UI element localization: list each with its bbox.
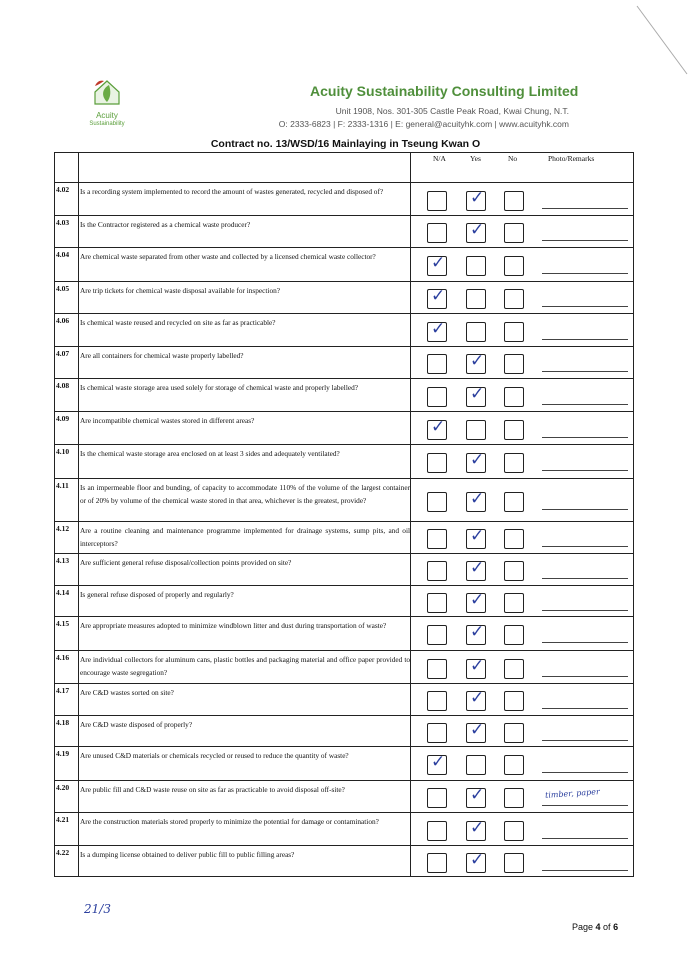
checkbox-na[interactable] [427, 853, 447, 873]
remarks-line [542, 509, 628, 510]
checkbox-na[interactable] [427, 723, 447, 743]
checkbox-yes[interactable] [466, 720, 486, 743]
item-number: 4.18 [56, 718, 70, 727]
company-contact: O: 2333-6823 | F: 2333-1316 | E: general@acuityhk.com | www.acuityhk.com [278, 119, 569, 129]
checkbox-yes[interactable] [466, 351, 486, 374]
checkbox-no[interactable] [504, 256, 524, 276]
checkbox-no[interactable] [504, 387, 524, 407]
checkbox-yes[interactable] [466, 384, 486, 407]
check-mark-icon: ✓ [470, 818, 485, 838]
check-mark-icon: ✓ [470, 526, 485, 546]
logo-subtitle: Sustainability [89, 121, 125, 127]
item-number: 4.09 [56, 414, 70, 423]
item-number: 4.02 [56, 185, 70, 194]
checklist-row [55, 812, 633, 845]
check-mark-icon: ✓ [431, 286, 446, 306]
question-text: Are a routine cleaning and maintenance programme implemented for drainage systems, sump pits, and oil interceptors? [80, 526, 410, 548]
check-mark-icon: ✓ [470, 450, 485, 470]
item-number: 4.16 [56, 653, 70, 662]
check-mark-icon: ✓ [470, 785, 485, 805]
check-mark-icon: ✓ [470, 188, 485, 208]
item-number: 4.15 [56, 619, 70, 628]
handwritten-remark: timber, paper [544, 787, 601, 800]
checkbox-no[interactable] [504, 289, 524, 309]
checklist-row [55, 585, 633, 616]
checkbox-yes[interactable] [466, 558, 486, 581]
item-number: 4.17 [56, 686, 70, 695]
remarks-line [542, 546, 628, 547]
item-number: 4.11 [56, 481, 69, 490]
checkbox-no[interactable] [504, 223, 524, 243]
remarks-line [542, 240, 628, 241]
check-mark-icon: ✓ [470, 590, 485, 610]
header-na: N/A [433, 154, 446, 163]
remarks-line [542, 208, 628, 209]
checkbox-no[interactable] [504, 723, 524, 743]
checkbox-yes[interactable] [466, 450, 486, 473]
checkbox-no[interactable] [504, 853, 524, 873]
checkbox-yes[interactable] [466, 188, 486, 211]
question-text: Are incompatible chemical wastes stored in different areas? [80, 416, 255, 425]
check-mark-icon: ✓ [470, 622, 485, 642]
checkbox-yes[interactable] [466, 755, 486, 775]
remarks-line [542, 870, 628, 871]
check-mark-icon: ✓ [470, 850, 485, 870]
header-remarks: Photo/Remarks [548, 154, 595, 163]
checklist-row [55, 553, 633, 585]
checkbox-yes[interactable] [466, 590, 486, 613]
checkbox-na[interactable] [427, 561, 447, 581]
remarks-line [542, 371, 628, 372]
checkbox-na[interactable] [427, 691, 447, 711]
item-number: 4.06 [56, 316, 70, 325]
question-text: Are unused C&D materials or chemicals recycled or reused to reduce the quantity of waste? [80, 751, 349, 760]
question-text: Are the construction materials stored properly to minimize the potential for damage or contamination? [80, 817, 379, 826]
checklist-row [55, 683, 633, 715]
checklist-row [55, 182, 633, 215]
page-total: 6 [613, 922, 619, 932]
question-text: Is a recording system implemented to record the amount of wastes generated, recycled and disposed of? [80, 187, 384, 196]
page-current: 4 [595, 922, 601, 932]
question-text: Are trip tickets for chemical waste disposal available for inspection? [80, 286, 280, 295]
checkbox-yes[interactable] [466, 289, 486, 309]
checkbox-yes[interactable] [466, 526, 486, 549]
checkbox-no[interactable] [504, 788, 524, 808]
checklist-row [55, 521, 633, 553]
checkbox-no[interactable] [504, 453, 524, 473]
checkbox-na[interactable] [427, 387, 447, 407]
page-number [572, 922, 618, 932]
checklist-row [55, 746, 633, 780]
checklist-row [55, 411, 633, 444]
check-mark-icon: ✓ [470, 720, 485, 740]
checklist-row [55, 378, 633, 411]
header-no: No [508, 154, 518, 163]
item-number: 4.20 [56, 783, 70, 792]
checkbox-yes[interactable] [466, 489, 486, 512]
checkbox-no[interactable] [504, 821, 524, 841]
company-logo [78, 76, 136, 132]
checkbox-no[interactable] [504, 561, 524, 581]
check-mark-icon: ✓ [431, 417, 446, 437]
check-mark-icon: ✓ [470, 384, 485, 404]
checkbox-na[interactable] [427, 788, 447, 808]
item-number: 4.14 [56, 588, 70, 597]
item-number: 4.22 [56, 848, 70, 857]
remarks-line [542, 708, 628, 709]
checklist-table [54, 152, 634, 877]
checkbox-yes[interactable] [466, 622, 486, 645]
checkbox-na[interactable] [427, 453, 447, 473]
question-text: Is a dumping license obtained to deliver public fill to public filling areas? [80, 850, 295, 859]
checklist-row [55, 780, 633, 812]
checkbox-na[interactable] [427, 625, 447, 645]
checklist-row [55, 616, 633, 650]
checkbox-no[interactable] [504, 659, 524, 679]
checkbox-yes[interactable] [466, 420, 486, 440]
remarks-line [542, 676, 628, 677]
checkbox-na[interactable] [427, 223, 447, 243]
company-name: Acuity Sustainability Consulting Limited [310, 83, 579, 99]
checkbox-na[interactable] [427, 659, 447, 679]
checkbox-no[interactable] [504, 322, 524, 342]
checkbox-yes[interactable] [466, 322, 486, 342]
checkbox-no[interactable] [504, 354, 524, 374]
checklist-row [55, 845, 633, 876]
question-text: Are sufficient general refuse disposal/collection points provided on site? [80, 558, 292, 567]
handwritten-note: 21/3 [84, 902, 111, 916]
remarks-line [542, 437, 628, 438]
check-mark-icon: ✓ [470, 220, 485, 240]
checkbox-yes[interactable] [466, 256, 486, 276]
item-number: 4.21 [56, 815, 70, 824]
checkbox-na[interactable] [427, 752, 447, 775]
checkbox-no[interactable] [504, 492, 524, 512]
checkbox-na[interactable] [427, 191, 447, 211]
checklist-row [55, 478, 633, 521]
checkbox-na[interactable] [427, 529, 447, 549]
remarks-line [542, 470, 628, 471]
page-corner-mark [631, 0, 691, 80]
checkbox-na[interactable] [427, 492, 447, 512]
checkbox-no[interactable] [504, 529, 524, 549]
checkbox-no[interactable] [504, 593, 524, 613]
item-number: 4.12 [56, 524, 70, 533]
question-text: Are all containers for chemical waste properly labelled? [80, 351, 244, 360]
checkbox-yes[interactable] [466, 850, 486, 873]
check-mark-icon: ✓ [431, 253, 446, 273]
item-number: 4.07 [56, 349, 70, 358]
question-text: Are C&D waste disposed of properly? [80, 720, 193, 729]
item-number: 4.19 [56, 749, 70, 758]
page-of: of [600, 922, 614, 932]
remarks-line [542, 578, 628, 579]
remarks-line [542, 339, 628, 340]
checkbox-yes[interactable] [466, 688, 486, 711]
checkbox-na[interactable] [427, 821, 447, 841]
checkbox-na[interactable] [427, 417, 447, 440]
checkbox-no[interactable] [504, 420, 524, 440]
page-prefix: Page [572, 922, 596, 932]
checklist-row [55, 346, 633, 378]
question-text: Are chemical waste separated from other waste and collected by a licensed chemical waste collector? [80, 252, 376, 261]
check-mark-icon: ✓ [470, 558, 485, 578]
check-mark-icon: ✓ [470, 688, 485, 708]
check-mark-icon: ✓ [470, 489, 485, 509]
question-text: Are C&D wastes sorted on site? [80, 688, 174, 697]
checklist-row [55, 247, 633, 281]
remarks-line [542, 273, 628, 274]
checklist-row [55, 215, 633, 247]
contract-title: Contract no. 13/WSD/16 Mainlaying in Tseung Kwan O [210, 138, 481, 150]
remarks-line [542, 772, 628, 773]
item-number: 4.04 [56, 250, 70, 259]
header-yes: Yes [470, 154, 481, 163]
checklist-row [55, 313, 633, 346]
checkbox-na[interactable] [427, 253, 447, 276]
remarks-line [542, 404, 628, 405]
checkbox-yes[interactable] [466, 818, 486, 841]
checkbox-no[interactable] [504, 755, 524, 775]
checkbox-no[interactable] [504, 691, 524, 711]
checkbox-yes[interactable] [466, 785, 486, 808]
question-text: Are individual collectors for aluminum cans, plastic bottles and packaging material and office paper provided to encourage waste segregation? [80, 655, 410, 677]
logo-name: Acuity [96, 111, 118, 120]
question-text: Is the Contractor registered as a chemical waste producer? [80, 220, 251, 229]
remarks-line [542, 740, 628, 741]
question-text: Are public fill and C&D waste reuse on site as far as practicable to avoid disposal off-site? [80, 785, 345, 794]
checklist-row [55, 715, 633, 746]
question-text: Are appropriate measures adopted to minimize windblown litter and dust during transportation of waste? [80, 621, 387, 630]
item-number: 4.10 [56, 447, 70, 456]
remarks-line [542, 805, 628, 806]
item-number: 4.08 [56, 381, 70, 390]
question-text: Is chemical waste storage area used solely for storage of chemical waste and properly labelled? [80, 383, 358, 392]
check-mark-icon: ✓ [470, 351, 485, 371]
remarks-line [542, 838, 628, 839]
house-leaf-icon [87, 76, 127, 106]
question-text: Is the chemical waste storage area enclosed on at least 3 sides and adequately ventilated? [80, 449, 340, 458]
checkbox-na[interactable] [427, 593, 447, 613]
checklist-row [55, 444, 633, 478]
remarks-line [542, 642, 628, 643]
question-text: Is an impermeable floor and bunding, of capacity to accommodate 110% of the volume of the largest container or of 20% by volume of the chemical waste stored in that area, whichever is the greatest, provide? [80, 483, 410, 505]
remarks-line [542, 306, 628, 307]
checkbox-na[interactable] [427, 354, 447, 374]
item-number: 4.05 [56, 284, 70, 293]
question-text: Is general refuse disposed of properly and regularly? [80, 590, 234, 599]
item-number: 4.03 [56, 218, 70, 227]
checklist-row [55, 281, 633, 313]
check-mark-icon: ✓ [431, 319, 446, 339]
company-address: Unit 1908, Nos. 301-305 Castle Peak Road, Kwai Chung, N.T. [335, 106, 569, 116]
check-mark-icon: ✓ [431, 752, 446, 772]
checkbox-yes[interactable] [466, 656, 486, 679]
check-mark-icon: ✓ [470, 656, 485, 676]
question-text: Is chemical waste reused and recycled on site as far as practicable? [80, 318, 276, 327]
checkbox-no[interactable] [504, 625, 524, 645]
remarks-line [542, 610, 628, 611]
checkbox-na[interactable] [427, 319, 447, 342]
checklist-row [55, 650, 633, 683]
checkbox-no[interactable] [504, 191, 524, 211]
checkbox-yes[interactable] [466, 220, 486, 243]
item-number: 4.13 [56, 556, 70, 565]
checkbox-na[interactable] [427, 286, 447, 309]
